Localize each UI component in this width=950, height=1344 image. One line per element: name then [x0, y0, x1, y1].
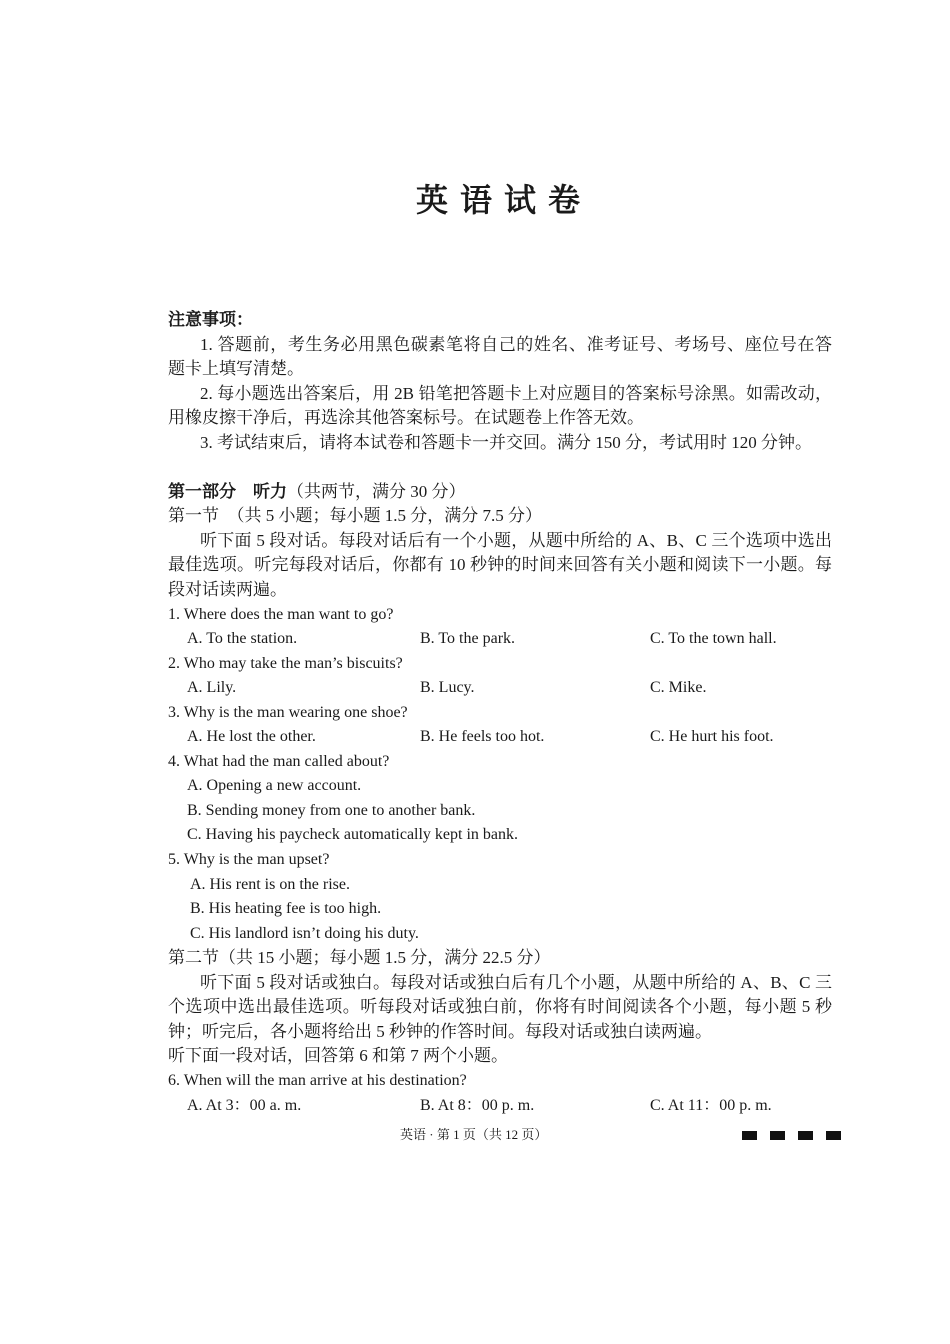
notice-item-1-line-1: 1. 答题前，考生务必用黑色碳素笔将自己的姓名、准考证号、考场号、座位号在答 [200, 334, 832, 354]
page-footer-label: 英语 · 第 1 页（共 12 页） [400, 1127, 548, 1142]
part1-heading-title: 第一部分 听力 [168, 481, 287, 501]
question-4-option-a: A. Opening a new account. [187, 777, 362, 795]
question-4-stem: 4. What had the man called about? [168, 752, 390, 770]
question-3-option-b: B. He feels too hot. [420, 728, 545, 746]
section2-directions-line-2: 个选项中选出最佳选项。听每段对话或独白前，你将有时间阅读各个小题，每小题 5 秒 [168, 997, 832, 1017]
section2-heading: 第二节（共 15 小题；每小题 1.5 分，满分 22.5 分） [168, 948, 551, 968]
section1-directions-line-3: 段对话读两遍。 [168, 580, 287, 600]
question-2-option-c: C. Mike. [650, 679, 707, 697]
question-1-option-b: B. To the park. [420, 630, 516, 648]
notice-item-1-line-2: 题卡上填写清楚。 [168, 359, 304, 379]
section2-directions-line-1: 听下面 5 段对话或独白。每段对话或独白后有几个小题，从题中所给的 A、B、C 三 [200, 972, 832, 992]
part1-heading-detail: （共两节，满分 30 分） [287, 481, 466, 501]
question-4-option-b: B. Sending money from one to another bank. [187, 801, 476, 819]
section1-directions-line-2: 最佳选项。听完每段对话后，你都有 10 秒钟的时间来回答有关小题和阅读下一小题。每 [168, 555, 832, 575]
question-5-option-c: C. His landlord isn’t doing his duty. [190, 924, 419, 942]
section1-heading: 第一节 （共 5 小题；每小题 1.5 分，满分 7.5 分） [168, 506, 542, 526]
question-2-option-a: A. Lily. [187, 679, 237, 697]
question-3-options [0, 725, 950, 750]
question-2-stem: 2. Who may take the man’s biscuits? [168, 654, 403, 672]
question-3-stem: 3. Why is the man wearing one shoe? [168, 703, 408, 721]
question-1-option-c: C. To the town hall. [650, 630, 777, 648]
question-1-stem: 1. Where does the man want to go? [168, 605, 394, 623]
section2-instruction: 听下面一段对话，回答第 6 和第 7 两个小题。 [168, 1046, 508, 1066]
question-4-option-c: C. Having his paycheck automatically kept in bank. [187, 826, 519, 844]
part1-heading [0, 480, 950, 505]
notice-item-2-line-1: 2. 每小题选出答案后，用 2B 铅笔把答题卡上对应题目的答案标号涂黑。如需改动， [200, 383, 832, 403]
notice-item-3: 3. 考试结束后，请将本试卷和答题卡一并交回。满分 150 分，考试用时 120 分钟。 [200, 432, 812, 452]
footer-mark [770, 1131, 785, 1140]
question-3-option-a: A. He lost the other. [187, 728, 316, 746]
exam-title: 英语试卷 [416, 182, 593, 218]
question-5-option-b: B. His heating fee is too high. [190, 900, 382, 918]
exam-content [0, 308, 950, 1118]
section1-directions-line-1: 听下面 5 段对话。每段对话后有一个小题，从题中所给的 A、B、C 三个选项中选出 [200, 530, 832, 550]
footer-mark [742, 1131, 757, 1140]
footer-mark [798, 1131, 813, 1140]
notice-heading: 注意事项： [168, 310, 253, 329]
question-6-option-b: B. At 8：00 p. m. [420, 1096, 535, 1114]
section2-directions-line-3: 钟；听完后，各小题将给出 5 秒钟的作答时间。每段对话或独白读两遍。 [168, 1021, 712, 1041]
notice-item-2-line-2: 用橡皮擦干净后，再选涂其他答案标号。在试题卷上作答无效。 [168, 408, 644, 428]
question-2-option-b: B. Lucy. [420, 679, 475, 697]
question-1-option-a: A. To the station. [187, 630, 298, 648]
question-5-stem: 5. Why is the man upset? [168, 851, 330, 869]
question-2-options [0, 676, 950, 701]
question-6-option-a: A. At 3：00 a. m. [187, 1096, 302, 1114]
question-6-option-c: C. At 11：00 p. m. [650, 1096, 772, 1114]
question-3-option-c: C. He hurt his foot. [650, 728, 774, 746]
blank-line [0, 455, 950, 480]
footer-mark [826, 1131, 841, 1140]
question-6-stem: 6. When will the man arrive at his destination? [168, 1071, 467, 1089]
question-5-option-a: A. His rent is on the rise. [190, 875, 350, 893]
question-6-options [0, 1094, 950, 1119]
question-1-options [0, 627, 950, 652]
